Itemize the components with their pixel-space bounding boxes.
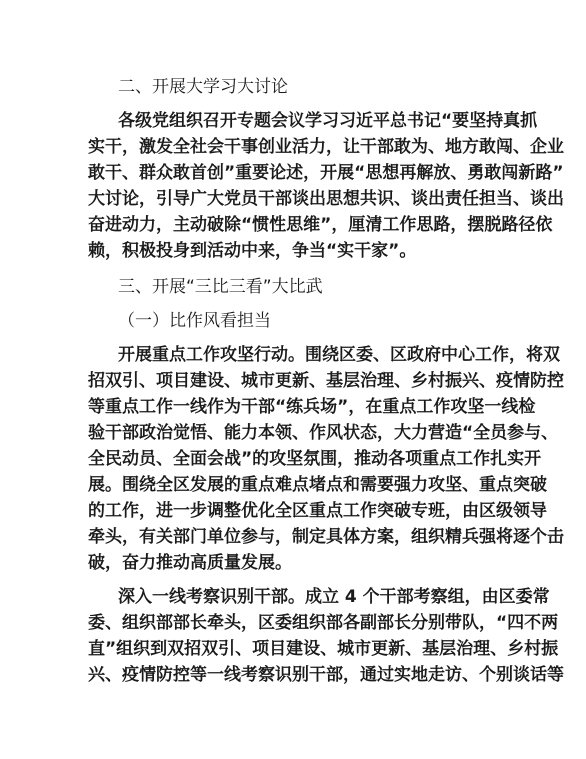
body-text-line: 大讨论，引导广大党员干部谈出思想共识、谈出责任担当、谈出	[88, 189, 564, 209]
body-text-line: 招双引、项目建设、城市更新、基层治理、乡村振兴、疫情防控	[88, 371, 564, 391]
body-text-line: 验干部政治觉悟、能力本领、作风状态，大力营造“全员参与、	[88, 423, 559, 443]
body-text-line: 开展重点工作攻坚行动。围绕区委、区政府中心工作，将双	[118, 345, 560, 365]
body-text-line: 敢干、群众敢首创”重要论述，开展“思想再解放、勇敢闯新路”	[88, 163, 564, 183]
body-text-line: 各级党组织召开专题会议学习习近平总书记“要坚持真抓	[118, 111, 538, 131]
subsection-heading: （一）比作风看担当	[118, 311, 271, 331]
section-heading: 三、开展“三比三看”大比武	[118, 277, 323, 297]
body-text-line: 全民动员、全面会战”的攻坚氛围，推动各项重点工作扎实开	[88, 449, 542, 469]
body-text-line: 直”组织到双招双引、项目建设、城市更新、基层治理、乡村振	[88, 639, 559, 659]
body-text-line: 奋进动力，主动破除“惯性思维”，厘清工作思路，摆脱路径依	[88, 215, 553, 235]
body-text-line: 兴、疫情防控等一线考察识别干部，通过实地走访、个别谈话等	[88, 665, 564, 685]
body-text-line: 等重点工作一线作为干部“练兵场”，在重点工作攻坚一线检	[88, 397, 536, 417]
section-heading: 二、开展大学习大讨论	[118, 77, 288, 97]
body-text-line: 的工作，进一步调整优化全区重点工作突破专班，由区级领导	[88, 501, 547, 521]
body-text-line: 实干，激发全社会干事创业活力，让干部敢为、地方敢闯、企业	[88, 137, 564, 157]
body-text-line: 委、组织部部长牵头，区委组织部各副部长分别带队，“四不两	[88, 613, 559, 633]
body-text-line: 展。围绕全区发展的重点难点堵点和需要强力攻坚、重点突破	[88, 475, 547, 495]
body-text-line: 深入一线考察识别干部。成立 4 个干部考察组，由区委常	[118, 587, 550, 607]
body-text-line: 牵头，有关部门单位参与，制定具体方案，组织精兵强将逐个击	[88, 527, 564, 547]
body-text-line: 赖，积极投身到活动中来，争当“实干家”。	[88, 241, 417, 261]
body-text-line: 破，奋力推动高质量发展。	[88, 553, 292, 573]
